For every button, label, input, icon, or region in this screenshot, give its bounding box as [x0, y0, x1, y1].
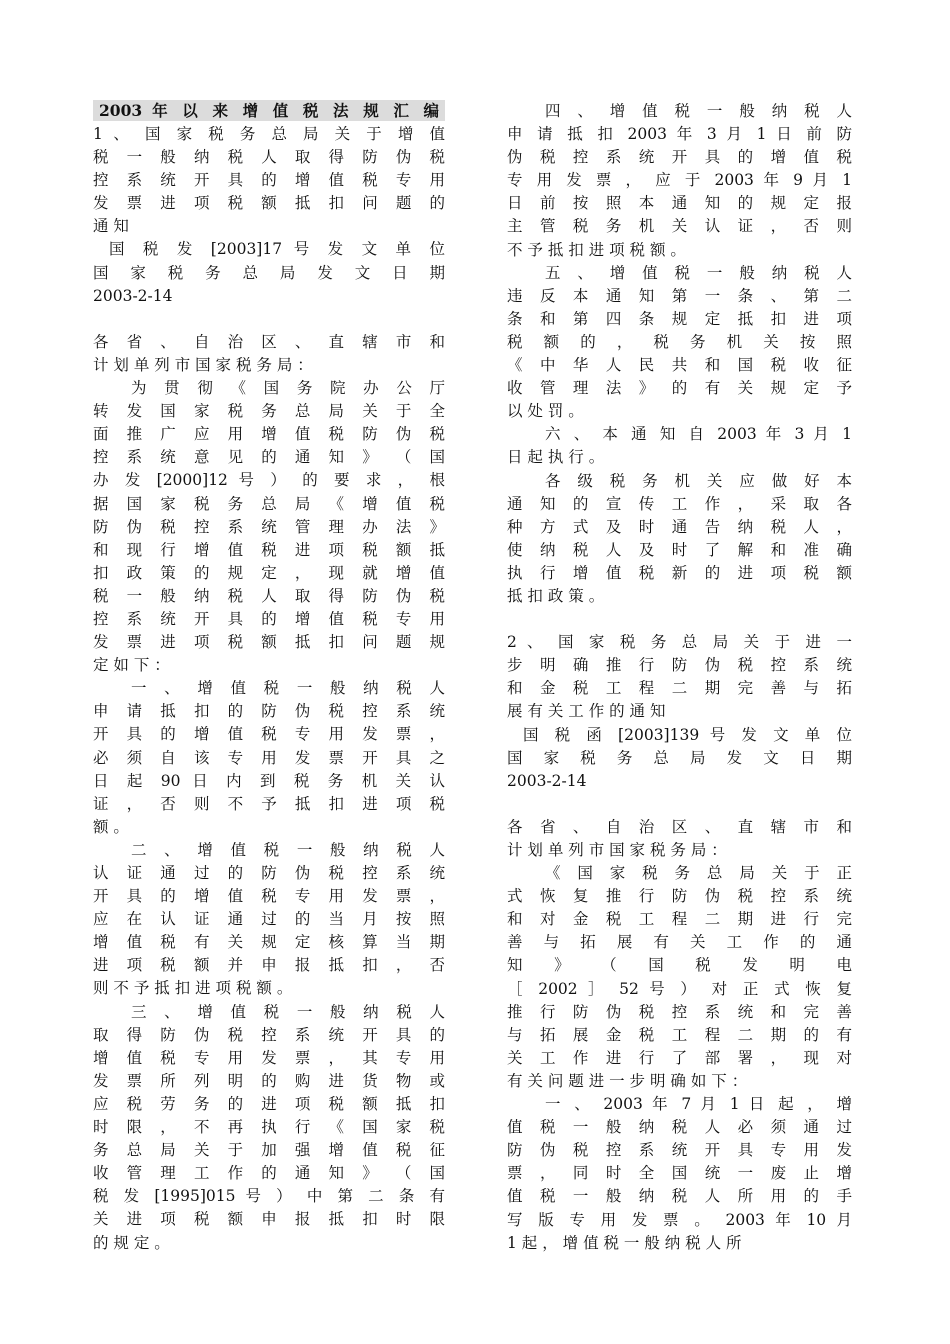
text-line: 抵 扣 政 策 。 [507, 586, 605, 605]
text-line: 善 与 拓 展 有 关 工 作 的 通 [507, 933, 852, 952]
text-line: 与 拓 展 金 税 工 程 二 期 的 有 [507, 1025, 852, 1044]
text-line: 取 得 防 伪 税 控 系 统 开 具 的 [93, 1025, 445, 1044]
text-line: 违 反 本 通 知 第 一 条 、 第 二 [507, 286, 852, 305]
text-line: 展 有 关 工 作 的 通 知 [507, 702, 666, 721]
text-line: 办 发 [2000]12 号 ） 的 要 求 ， 根 [93, 471, 445, 490]
text-line: 和 现 行 增 值 税 进 项 税 额 抵 [93, 540, 445, 559]
text-line: 和 对 金 税 工 程 二 期 进 行 完 [507, 910, 852, 929]
text-line: 日 起 90 日 内 到 税 务 机 关 认 [93, 771, 445, 790]
text-line: 控 系 统 开 具 的 增 值 税 专 用 [93, 171, 445, 190]
text-line: 推 行 防 伪 税 控 系 统 和 完 善 [507, 1002, 852, 1021]
text-line: 国 家 税 务 总 局 发 文 日 期 [93, 263, 445, 282]
text-line: 转 发 国 家 税 务 总 局 关 于 全 [93, 402, 445, 421]
left-column-text [93, 123, 445, 1255]
text-line: 申 请 抵 扣 2003 年 3 月 1 日 前 防 [507, 125, 852, 144]
text-line: 开 具 的 增 值 税 专 用 发 票 ， [93, 887, 445, 906]
blank-line [507, 793, 852, 816]
text-line: 额 。 [93, 817, 129, 836]
text-line: 发 票 所 列 明 的 购 进 货 物 或 [93, 1071, 445, 1090]
text-line: 四 、 增 值 税 一 般 纳 税 人 [545, 102, 852, 120]
text-line: 为 贯 彻 《 国 务 院 办 公 厅 [131, 379, 445, 398]
text-line: 执 行 增 值 税 新 的 进 项 税 额 [507, 563, 852, 582]
text-line: 票 ， 同 时 全 国 统 一 废 止 增 [507, 1164, 852, 1183]
text-line: 式 恢 复 推 行 防 伪 税 控 系 统 [507, 887, 852, 906]
text-line: 发 票 进 项 税 额 抵 扣 问 题 的 [93, 194, 445, 213]
text-line: 防 伪 税 控 系 统 开 具 专 用 发 [507, 1141, 852, 1160]
text-line: 各 省 、 自 治 区 、 直 辖 市 和 [93, 332, 445, 351]
text-line: 各 级 税 务 机 关 应 做 好 本 [545, 471, 852, 490]
text-line: 国 税 发 [2003]17 号 发 文 单 位 [109, 240, 445, 259]
text-line: 扣 政 策 的 规 定 ， 现 就 增 值 [93, 563, 445, 582]
text-line: 种 方 式 及 时 通 告 纳 税 人 ， [507, 517, 852, 536]
text-line: 步 明 确 推 行 防 伪 税 控 系 统 [507, 656, 852, 675]
left-column [93, 100, 445, 1255]
text-line: 《 中 华 人 民 共 和 国 税 收 征 [507, 356, 852, 375]
text-line: 使 纳 税 人 及 时 了 解 和 准 确 [507, 540, 852, 559]
text-line: 以 处 罚 。 [507, 402, 584, 421]
text-line: 2003-2-14 [93, 286, 173, 305]
text-line: 写 版 专 用 发 票 。 2003 年 10 月 [507, 1210, 852, 1229]
text-line: 主 管 税 务 机 关 认 证 ， 否 则 [507, 217, 852, 236]
text-line: 关 工 作 进 行 了 部 署 ， 现 对 [507, 1048, 852, 1067]
text-line: 认 证 通 过 的 防 伪 税 控 系 统 [93, 864, 445, 882]
text-line: 一 、 2003 年 7 月 1 日 起 ， 增 [545, 1095, 852, 1114]
text-line: 《 国 家 税 务 总 局 关 于 正 [545, 864, 852, 883]
text-line: 一 、 增 值 税 一 般 纳 税 人 [131, 679, 445, 698]
text-line: 税 发 [1995]015 号 ） 中 第 二 条 有 [93, 1187, 445, 1206]
text-line: 必 须 自 该 专 用 发 票 开 具 之 [93, 748, 445, 767]
text-line: 时 限 ， 不 再 执 行 《 国 家 税 [93, 1118, 445, 1137]
text-line: 知 》 （ 国 税 发 明 电 [507, 956, 852, 975]
text-line: 务 总 局 关 于 加 强 增 值 税 征 [93, 1141, 445, 1160]
text-line: 日 前 按 照 本 通 知 的 规 定 报 [507, 194, 852, 213]
text-line: 则 不 予 抵 扣 进 项 税 额 。 [93, 979, 293, 998]
text-line: 2 、 国 家 税 务 总 局 关 于 进 一 [507, 633, 852, 652]
text-line: 1 、 国 家 税 务 总 局 关 于 增 值 [93, 125, 445, 143]
document-title: 2003 年 以 来 增 值 税 法 规 汇 编 [93, 100, 445, 121]
text-line: 控 系 统 开 具 的 增 值 税 专 用 [93, 609, 445, 628]
text-line: 日 起 执 行 。 [507, 448, 605, 467]
text-line: 条 和 第 四 条 规 定 抵 扣 进 项 [507, 309, 852, 328]
text-line: 发 票 进 项 税 额 抵 扣 问 题 规 [93, 633, 445, 652]
blank-line [507, 608, 852, 631]
text-line: ［ 2002 ］ 52 号 ） 对 正 式 恢 复 [507, 979, 852, 998]
text-line: 计 划 单 列 市 国 家 税 务 局 ： [507, 841, 727, 859]
text-line: 三 、 增 值 税 一 般 纳 税 人 [131, 1002, 445, 1021]
text-line: 税 一 般 纳 税 人 取 得 防 伪 税 [93, 586, 445, 605]
right-column-text [507, 100, 852, 1255]
text-line: 六 、 本 通 知 自 2003 年 3 月 1 [545, 425, 852, 444]
text-line: 各 省 、 自 治 区 、 直 辖 市 和 [507, 817, 852, 836]
text-line: 专 用 发 票 ， 应 于 2003 年 9 月 1 [507, 171, 852, 190]
text-line: 开 具 的 增 值 税 专 用 发 票 ， [93, 725, 445, 744]
text-line: 收 管 理 工 作 的 通 知 》 （ 国 [93, 1164, 445, 1183]
text-line: 国 税 函 [2003]139 号 发 文 单 位 [523, 725, 852, 744]
text-line: 1 起 ， 增 值 税 一 般 纳 税 人 所 [507, 1233, 742, 1252]
blank-line [93, 308, 445, 331]
text-line: 进 项 税 额 并 申 报 抵 扣 ， 否 [93, 956, 445, 975]
text-line: 证 ， 否 则 不 予 抵 扣 进 项 税 [93, 794, 445, 813]
text-line: 税 额 的 ， 税 务 机 关 按 照 [507, 332, 852, 351]
text-line: 二 、 增 值 税 一 般 纳 税 人 [131, 840, 445, 859]
text-line: 2003-2-14 [507, 771, 587, 790]
text-line: 应 税 劳 务 的 进 项 税 额 抵 扣 [93, 1094, 445, 1113]
text-line: 关 进 项 税 额 申 报 抵 扣 时 限 [93, 1210, 445, 1229]
text-line: 收 管 理 法 》 的 有 关 规 定 予 [507, 379, 852, 398]
text-line: 防 伪 税 控 系 统 管 理 办 法 》 [93, 517, 445, 536]
text-line: 和 金 税 工 程 二 期 完 善 与 拓 [507, 679, 852, 698]
text-line: 据 国 家 税 务 总 局 《 增 值 税 [93, 494, 445, 513]
text-line: 通 知 [93, 217, 129, 236]
text-line: 申 请 抵 扣 的 防 伪 税 控 系 统 [93, 702, 445, 721]
text-line: 面 推 广 应 用 增 值 税 防 伪 税 [93, 425, 445, 444]
text-line: 有 关 问 题 进 一 步 明 确 如 下 ： [507, 1071, 748, 1090]
text-line: 伪 税 控 系 统 开 具 的 增 值 税 [507, 148, 852, 167]
text-line: 国 家 税 务 总 局 发 文 日 期 [507, 748, 852, 767]
text-line: 值 税 一 般 纳 税 人 所 用 的 手 [507, 1187, 852, 1206]
text-line: 值 税 一 般 纳 税 人 必 须 通 过 [507, 1118, 852, 1137]
text-line: 增 值 税 有 关 规 定 核 算 当 期 [93, 933, 445, 952]
text-line: 应 在 认 证 通 过 的 当 月 按 照 [93, 910, 445, 929]
right-column [507, 100, 852, 1255]
text-line: 控 系 统 意 见 的 通 知 》 （ 国 [93, 448, 445, 467]
text-line: 计 划 单 列 市 国 家 税 务 局 ： [93, 355, 313, 374]
text-line: 五 、 增 值 税 一 般 纳 税 人 [545, 263, 852, 282]
text-line: 的 规 定 。 [93, 1233, 170, 1252]
text-line: 定 如 下 ： [93, 656, 170, 675]
text-line: 增 值 税 专 用 发 票 ， 其 专 用 [93, 1048, 445, 1067]
text-line: 税 一 般 纳 税 人 取 得 防 伪 税 [93, 148, 445, 167]
text-line: 不 予 抵 扣 进 项 税 额 。 [507, 240, 686, 259]
text-line: 通 知 的 宣 传 工 作 ， 采 取 各 [507, 494, 852, 513]
